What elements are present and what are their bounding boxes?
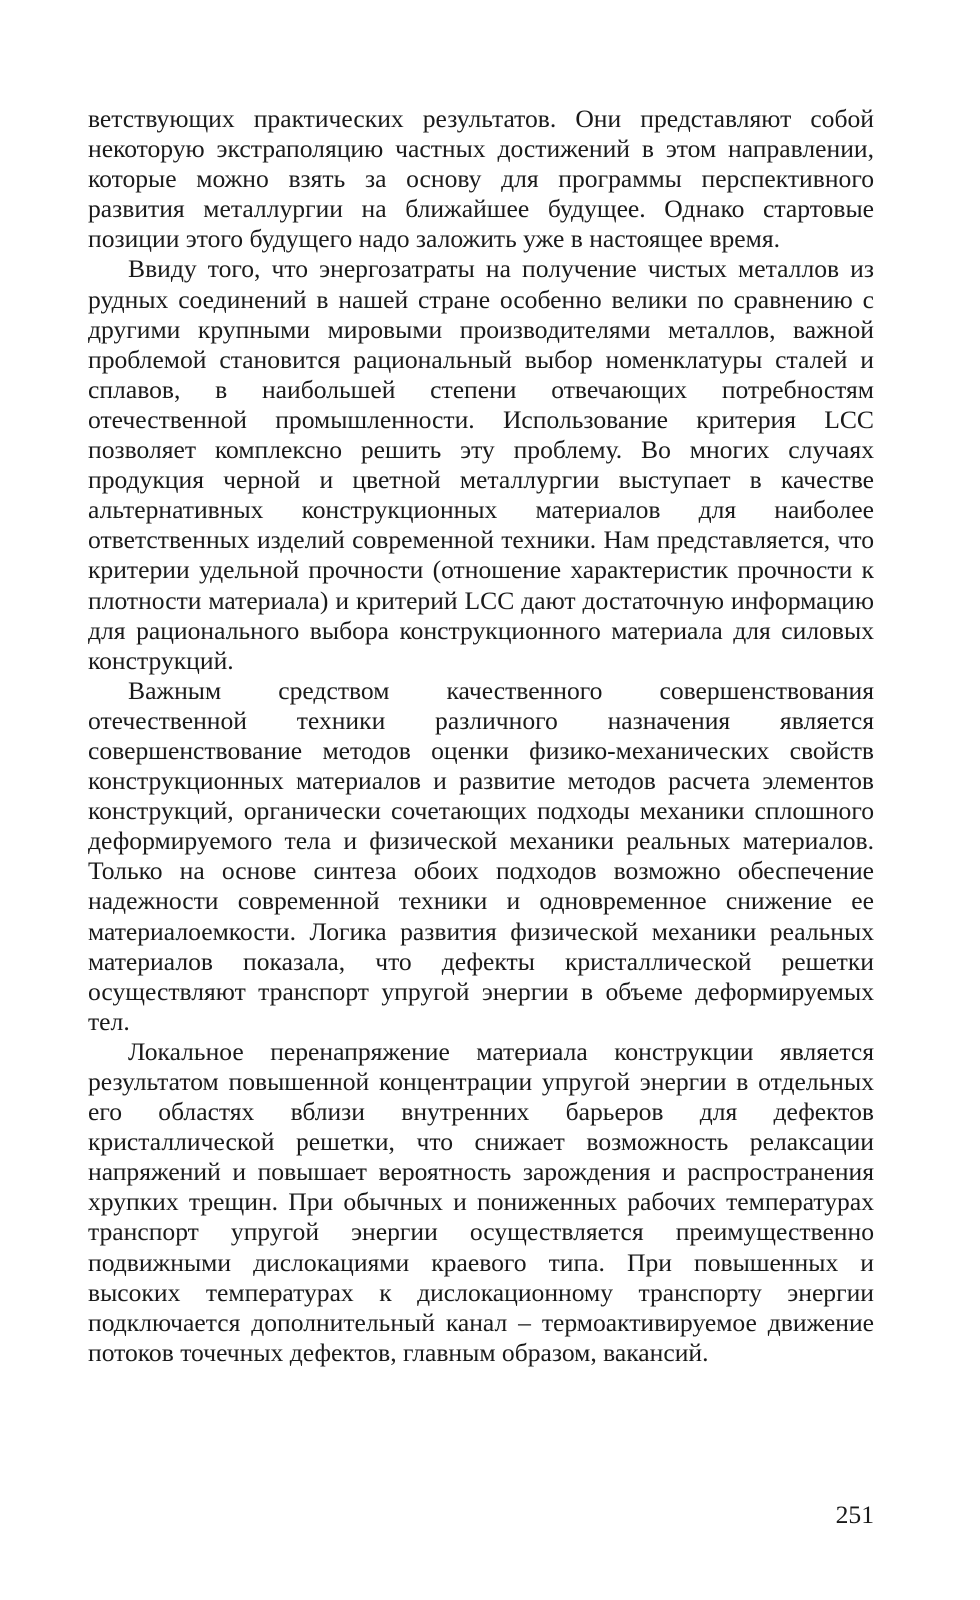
paragraph-1: ветствующих практических результатов. Они представляют собой некоторую экстраполяцию частных достижений в этом направлении, которые можно взять за основу для программы перспективного развития металлургии на ближайшее будущее. Однако стартовые позиции этого будущего надо заложить уже в настоящее время. xyxy=(88,104,874,254)
paragraph-3: Важным средством качественного совершенствования отечественной техники различного назначения является совершенствование методов оценки физико-механических свойств конструкционных материалов и развитие методов расчета элементов конструкций, органически сочетающих подходы механики сплошного деформируемого тела и физической механики реальных материалов. Только на основе синтеза обоих подходов возможно обеспечение надежности современной техники и одновременное снижение ее материалоемкости. Логика развития физической механики реальных материалов показала, что дефекты кристаллической решетки осуществляют транспорт упругой энергии в объеме деформируемых тел. xyxy=(88,675,874,1036)
paragraph-4: Локальное перенапряжение материала конструкции является результатом повышенной концентрации упругой энергии в отдельных его областях вблизи внутренних барьеров для дефектов кристаллической решетки, что снижает возможность релаксации напряжений и повышает вероятность зарождения и распространения хрупких трещин. При обычных и пониженных рабочих температурах транспорт упругой энергии осуществляется преимущественно подвижными дислокациями краевого типа. При повышенных и высоких температурах к дислокационному транспорту энергии подключается дополнительный канал – термоактивируемое движение потоков точечных дефектов, главным образом, вакансий. xyxy=(88,1036,874,1367)
paragraph-2: Ввиду того, что энергозатраты на получение чистых металлов из рудных соединений в нашей стране особенно велики по сравнению с другими крупными мировыми производителями металлов, важной проблемой становится рациональный выбор номенклатуры сталей и сплавов, в наибольшей степени отвечающих потребностям отечественной промышленности. Использование критерия LCC позволяет комплексно решить эту проблему. Во многих случаях продукция черной и цветной металлургии выступает в качестве альтернативных конструкционных материалов для наиболее ответственных изделий современной техники. Нам представляется, что критерии удельной прочности (отношение характеристик прочности к плотности материала) и критерий LCC дают достаточную информацию для рационального выбора конструкционного материала для силовых конструкций. xyxy=(88,254,874,675)
page-body xyxy=(88,104,874,1368)
page-number: 251 xyxy=(835,1500,874,1529)
